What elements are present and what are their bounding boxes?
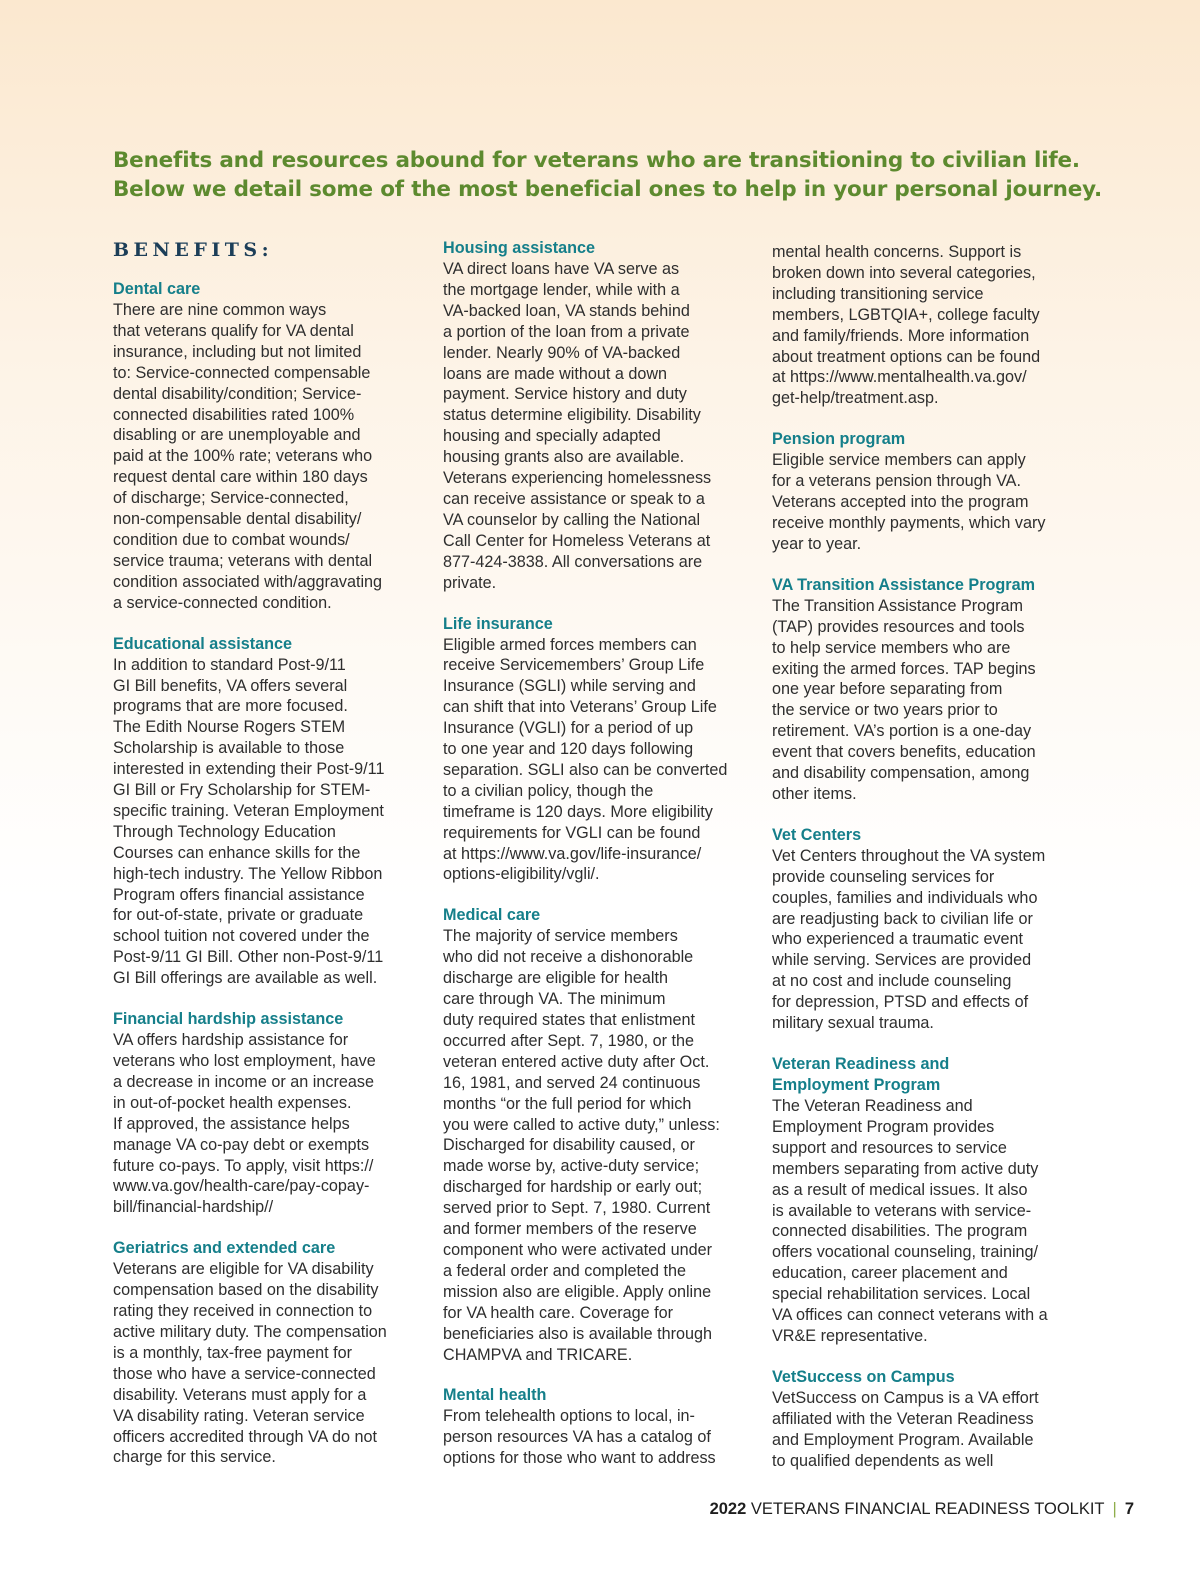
section-body: Eligible armed forces members can receive Servicemembers’ Group Life Insurance (SGLI) while serving and can shift that into Veterans’ Group Life Insurance (VGLI) for a period of up to one year and 120 days following separation. SGLI also can be converted to a civilian policy, though the timeframe is 120 days. More eligibility requirements for VGLI can be found at https://www.va.gov/life-insurance/ options-eligibility/vgli/. (443, 635, 728, 884)
section-body: Veterans are eligible for VA disability compensation based on the disability rating they received in connection to active military duty. The compensation is a monthly, tax-free payment for those who have a service-connected disability. Veterans must apply for a VA disability rating. Veteran service officers accredited through VA do not charge for this service. (113, 1260, 387, 1467)
section-body: VetSuccess on Campus is a VA effort affiliated with the Veteran Readiness and Employment Program. Available to qualified dependents as well (772, 1388, 1039, 1470)
section-body: VA offers hardship assistance for veterans who lost employment, have a decrease in income or an increase in out-of-pocket health expenses. If approved, the assistance helps manage VA co-pay debt or exempts future co-pays. To apply, visit https:// www.va.gov/health-care/pay-copay- bill/financial-hardship// (113, 1031, 376, 1217)
section-life-insurance (443, 614, 755, 886)
intro-line-1: Benefits and resources abound for veterans who are transitioning to civilian life. (113, 148, 1080, 173)
section-pension-program (772, 429, 1090, 555)
section-body: The Transition Assistance Program (TAP) provides resources and tools to help service members who are exiting the armed forces. TAP begins one year before separating from the service or two years prior to retirement. VA’s portion is a one-day event that covers benefits, education and disability compensation, among other items. (772, 596, 1036, 803)
section-mental-health-continued (772, 242, 1090, 409)
section-geriatrics (113, 1238, 425, 1468)
column-3 (772, 242, 1090, 1492)
section-body: Eligible service members can apply for a veterans pension through VA. Veterans accepted into the program receive monthly payments, which vary year to year. (772, 451, 1046, 553)
section-title: Educational assistance (113, 634, 293, 653)
section-vetsuccess (772, 1367, 1090, 1472)
page-number: 7 (1124, 1500, 1134, 1518)
intro-line-2: Below we detail some of the most beneficial ones to help in your personal journey. (113, 177, 1102, 202)
section-title: Financial hardship assistance (113, 1010, 344, 1029)
column-2 (443, 238, 755, 1489)
column-1 (113, 238, 425, 1488)
section-body: The Veteran Readiness and Employment Program provides support and resources to service members separating from active duty as a result of medical issues. It also is available to veterans with service- connected disabilities. The program offers vocational counseling, training/ education, career placement and special rehabilitation services. Local VA offices can connect veterans with a VR&E representative. (772, 1097, 1048, 1345)
section-title: Pension program (772, 430, 906, 449)
section-title: VetSuccess on Campus (772, 1367, 955, 1386)
section-housing-assistance (443, 238, 755, 594)
section-transition-assistance (772, 575, 1090, 805)
section-veteran-readiness (772, 1054, 1090, 1347)
section-title: Medical care (443, 906, 541, 925)
section-educational-assistance (113, 634, 425, 990)
section-body: In addition to standard Post-9/11 GI Bill benefits, VA offers several programs that are more focused. The Edith Nourse Rogers STEM Scholarship is available to those interested in extending their Post-9/11 GI Bill or Fry Scholarship for STEM- specific training. Veteran Employment Through Technology Education Courses can enhance skills for the high-tech industry. The Yellow Ribbon Program offers financial assistance for out-of-state, private or graduate school tuition not covered under the Post-9/11 GI Bill. Other non-Post-9/11 GI Bill offerings are available as well. (113, 655, 385, 988)
benefits-heading: BENEFITS: (113, 239, 274, 261)
section-mental-health (443, 1385, 755, 1469)
section-title: VA Transition Assistance Program (772, 575, 1035, 594)
section-body: The majority of service members who did not receive a dishonorable discharge are eligible for health care through VA. The minimum duty required states that enlistment occurred after Sept. 7, 1980, or the veteran entered active duty after Oct. 16, 1981, and served 24 continuous months “or the full period for which you were called to active duty,” unless: Discharged for disability caused, or made worse by, active-duty service; discharged for hardship or early out; served prior to Sept. 7, 1980. Current and former members of the reserve component who were activated under a federal order and completed the mission also are eligible. Apply online for VA health care. Coverage for beneficiaries also is available through CHAMPVA and TRICARE. (443, 927, 720, 1364)
section-title: Life insurance (443, 614, 553, 633)
section-body: Vet Centers throughout the VA system provide counseling services for couples, families and individuals who are readjusting back to civilian life or who experienced a traumatic event while serving. Services are provided at no cost and include counseling for depression, PTSD and effects of military sexual trauma. (772, 846, 1046, 1033)
section-title: Vet Centers (772, 825, 862, 844)
footer-year: 2022 (709, 1500, 747, 1518)
footer-title: VETERANS FINANCIAL READINESS TOOLKIT (750, 1500, 1105, 1518)
section-dental-care (113, 279, 425, 614)
section-financial-hardship (113, 1009, 425, 1218)
page-footer (710, 1500, 1134, 1519)
section-title: Mental health (443, 1386, 547, 1405)
section-title: Housing assistance (443, 239, 596, 257)
intro-headline (113, 146, 1113, 204)
section-vet-centers (772, 825, 1090, 1034)
section-body: There are nine common ways that veterans qualify for VA dental insurance, including but not limited to: Service-connected compensable dental disability/condition; Service- connected disabilities rated 100% disabling or are unemployable and paid at the 100% rate; veterans who request dental care within 180 days of discharge; Service-connected, non-compensable dental disability/ condition due to combat wounds/ service trauma; veterans with dental condition associated with/aggravating a service-connected condition. (113, 301, 383, 612)
section-body: From telehealth options to local, in- person resources VA has a catalog of options for those who want to address (443, 1407, 716, 1468)
section-body: mental health concerns. Support is broken down into several categories, including transitioning service members, LGBTQIA+, college faculty and family/friends. More information about treatment options can be found at https://www.mentalhealth.va.gov/ get-help/treatment.asp. (772, 243, 1041, 408)
section-medical-care (443, 905, 755, 1365)
section-body: VA direct loans have VA serve as the mortgage lender, while with a VA-backed loan, VA stands behind a portion of the loan from a private lender. Nearly 90% of VA-backed loans are made without a down payment. Service history and duty status determine eligibility. Disability housing and specially adapted housing grants also are available. Veterans experiencing homelessness can receive assistance or speak to a VA counselor by calling the National Call Center for Homeless Veterans at 877-424-3838. All conversations are private. (443, 260, 712, 592)
section-title-line-2: Employment Program (772, 1076, 941, 1094)
section-title: Dental care (113, 280, 201, 298)
section-title-line-1: Veteran Readiness and (772, 1055, 950, 1073)
footer-separator: | (1112, 1500, 1117, 1518)
section-title: Geriatrics and extended care (113, 1239, 336, 1258)
